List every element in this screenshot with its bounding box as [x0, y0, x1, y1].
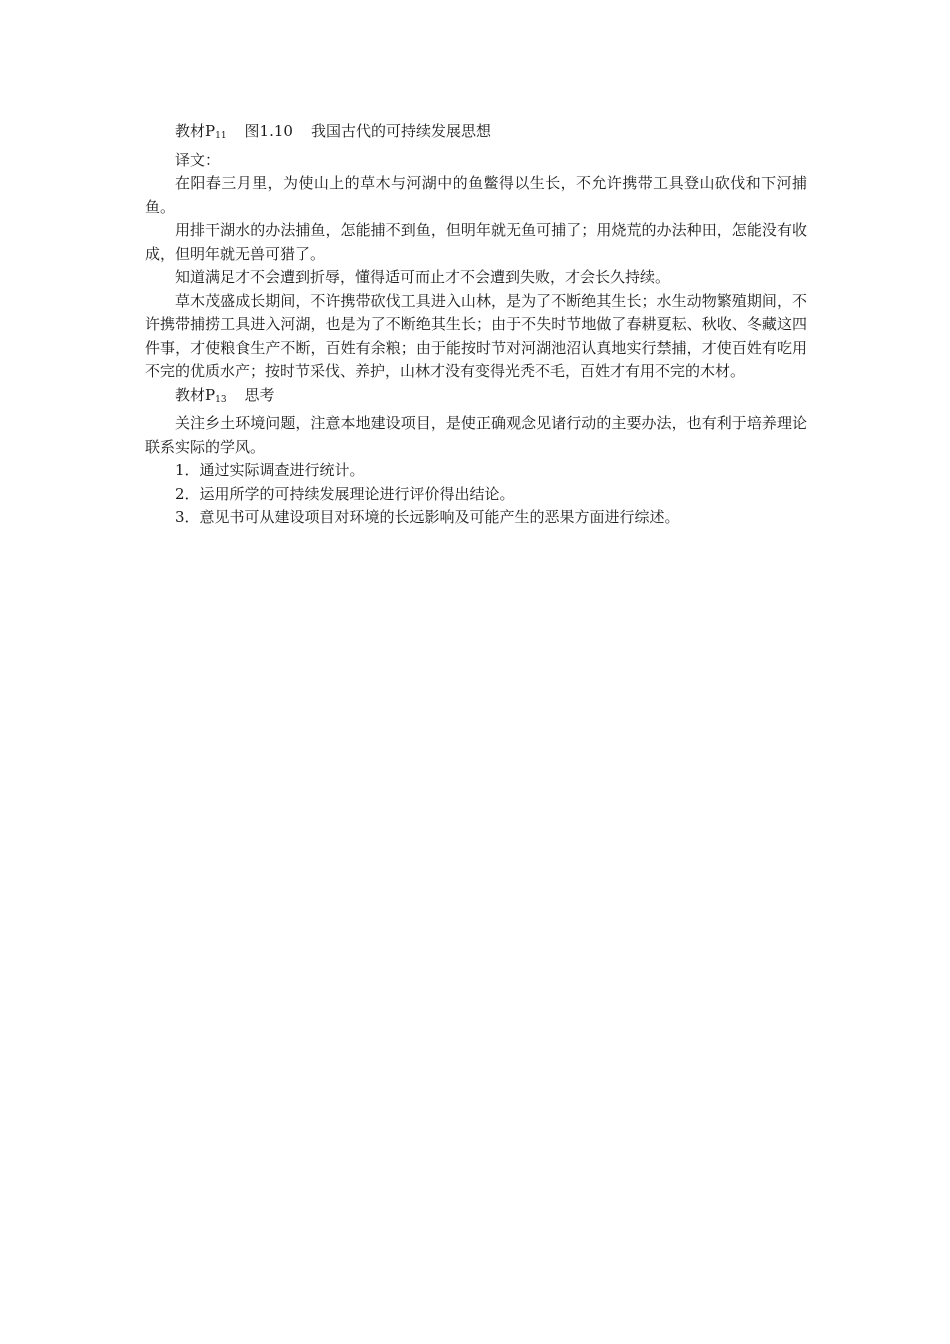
translation-label: 译文： — [175, 150, 221, 169]
list-item: 2．运用所学的可持续发展理论进行评价得出结论。 — [175, 484, 515, 503]
page-number: 11 — [215, 131, 227, 141]
list-item: 1．通过实际调查进行统计。 — [175, 461, 365, 479]
translation-paragraph-1: 在阳春三月里，为使山上的草木与河湖中的鱼鳖得以生长，不允许携带工具登山砍伐和下河捕鱼。 — [145, 174, 807, 216]
textbook-ref: 教材P — [175, 122, 216, 140]
figure-ref: 图1.10 — [244, 122, 293, 140]
section-title: 思考 — [244, 385, 275, 404]
section-title: 我国古代的可持续发展思想 — [310, 122, 491, 140]
section-heading-p13 — [145, 384, 807, 413]
document-page — [145, 120, 807, 530]
section-heading-p11 — [145, 120, 807, 149]
translation-paragraph-4: 草木茂盛成长期间，不许携带砍伐工具进入山林，是为了不断绝其生长；水生动物繁殖期间，不许携带捕捞工具进入河湖，也是为了不断绝其生长；由于不失时节地做了春耕夏耘、秋收、冬藏这四件事，才使粮食生产不断，百姓有余粮；由于能按时节对河湖池沼认真地实行禁捕，才使百姓有吃用不完的优质水产；按时节采伐、养护，山林才没有变得光秃不毛，百姓才有用不完的木材。 — [145, 291, 807, 380]
textbook-ref: 教材P — [175, 385, 216, 404]
page-number: 13 — [215, 394, 227, 405]
translation-paragraph-3: 知道满足才不会遭到折辱，懂得适可而止才不会遭到失败，才会长久持续。 — [175, 268, 671, 286]
list-item: 3．意见书可从建设项目对环境的长远影响及可能产生的恶果方面进行综述。 — [175, 508, 680, 526]
think-paragraph: 关注乡土环境问题，注意本地建设项目，是使正确观念见诸行动的主要办法，也有利于培养理论联系实际的学风。 — [145, 414, 807, 456]
translation-paragraph-2: 用排干湖水的办法捕鱼，怎能捕不到鱼，但明年就无鱼可捕了；用烧荒的办法种田，怎能没有收成，但明年就无兽可猎了。 — [145, 221, 807, 263]
